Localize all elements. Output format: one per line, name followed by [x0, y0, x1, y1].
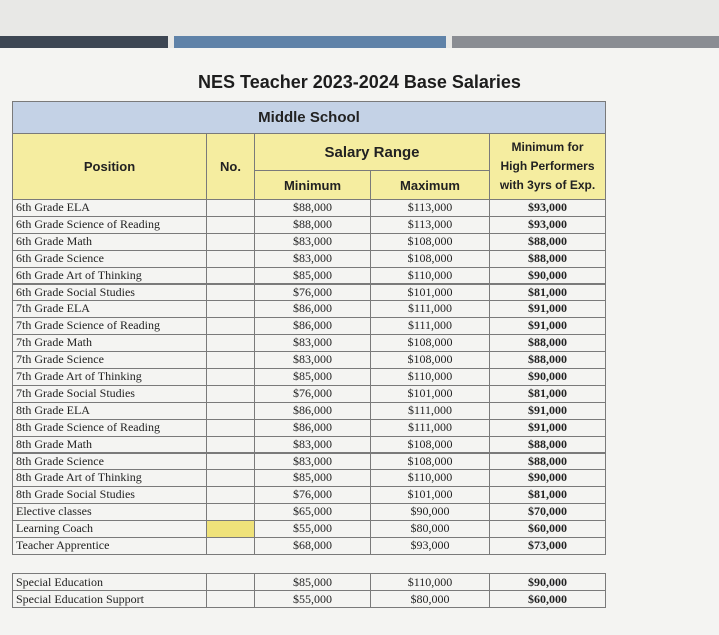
position-cell: 8th Grade Science of Reading [12, 419, 207, 437]
position-header-label: Position [83, 159, 136, 174]
no-cell [206, 317, 255, 335]
minimum-header-label: Minimum [283, 177, 342, 193]
high-performer-cell: $60,000 [489, 590, 606, 608]
maximum-header-label: Maximum [400, 177, 460, 193]
high-performer-cell: $91,000 [489, 300, 606, 318]
top-bar-gray [452, 36, 719, 48]
high-performer-cell: $90,000 [489, 267, 606, 285]
position-cell: 7th Grade Art of Thinking [12, 368, 207, 386]
top-bar-dark [0, 36, 168, 48]
salary-range-header [254, 133, 490, 171]
high-performer-cell: $91,000 [489, 402, 606, 420]
maximum-cell: $111,000 [370, 419, 490, 437]
position-cell: 6th Grade Math [12, 233, 207, 251]
maximum-cell: $101,000 [370, 385, 490, 403]
high-performer-cell: $90,000 [489, 573, 606, 591]
high-performer-cell: $88,000 [489, 436, 606, 454]
no-header [206, 133, 255, 200]
minimum-cell: $86,000 [254, 317, 371, 335]
high-performer-header [489, 133, 606, 200]
high-header-line1: Minimum for [511, 140, 584, 154]
position-cell: Special Education [12, 573, 207, 591]
no-cell [206, 503, 255, 521]
no-cell [206, 453, 255, 471]
no-cell [206, 334, 255, 352]
minimum-cell: $83,000 [254, 436, 371, 454]
no-cell [206, 233, 255, 251]
high-performer-cell: $93,000 [489, 216, 606, 234]
minimum-cell: $85,000 [254, 267, 371, 285]
position-cell: 6th Grade Science of Reading [12, 216, 207, 234]
high-performer-cell: $91,000 [489, 419, 606, 437]
section-title: Middle School [258, 109, 360, 126]
minimum-cell: $76,000 [254, 284, 371, 302]
high-performer-cell: $88,000 [489, 334, 606, 352]
maximum-cell: $101,000 [370, 486, 490, 504]
high-performer-cell: $81,000 [489, 284, 606, 302]
minimum-cell: $85,000 [254, 573, 371, 591]
no-cell [206, 419, 255, 437]
minimum-cell: $83,000 [254, 453, 371, 471]
position-cell: 7th Grade Science of Reading [12, 317, 207, 335]
high-performer-cell: $88,000 [489, 351, 606, 369]
maximum-cell: $110,000 [370, 267, 490, 285]
no-cell [206, 216, 255, 234]
minimum-cell: $85,000 [254, 368, 371, 386]
position-cell: 8th Grade Art of Thinking [12, 469, 207, 487]
maximum-cell: $101,000 [370, 284, 490, 302]
maximum-cell: $108,000 [370, 453, 490, 471]
high-performer-cell: $73,000 [489, 537, 606, 555]
position-cell: Elective classes [12, 503, 207, 521]
salary-range-label: Salary Range [324, 143, 420, 161]
no-cell [206, 486, 255, 504]
position-cell: 8th Grade Social Studies [12, 486, 207, 504]
high-performer-cell: $93,000 [489, 199, 606, 217]
maximum-cell: $113,000 [370, 199, 490, 217]
minimum-cell: $83,000 [254, 233, 371, 251]
high-performer-cell: $90,000 [489, 368, 606, 386]
minimum-cell: $86,000 [254, 419, 371, 437]
high-header-line3: with 3yrs of Exp. [499, 178, 596, 192]
position-cell: 8th Grade Science [12, 453, 207, 471]
minimum-cell: $83,000 [254, 351, 371, 369]
high-performer-cell: $90,000 [489, 469, 606, 487]
high-performer-cell: $70,000 [489, 503, 606, 521]
position-header [12, 133, 207, 200]
minimum-cell: $86,000 [254, 300, 371, 318]
maximum-cell: $108,000 [370, 250, 490, 268]
position-cell: 6th Grade Science [12, 250, 207, 268]
minimum-cell: $76,000 [254, 486, 371, 504]
no-cell [206, 537, 255, 555]
minimum-cell: $88,000 [254, 216, 371, 234]
minimum-cell: $65,000 [254, 503, 371, 521]
no-cell [206, 368, 255, 386]
position-cell: 7th Grade ELA [12, 300, 207, 318]
no-cell [206, 573, 255, 591]
no-cell [206, 385, 255, 403]
maximum-cell: $111,000 [370, 402, 490, 420]
maximum-cell: $108,000 [370, 436, 490, 454]
minimum-cell: $55,000 [254, 590, 371, 608]
minimum-header [254, 170, 371, 200]
position-cell: 6th Grade Social Studies [12, 284, 207, 302]
position-cell: 8th Grade Math [12, 436, 207, 454]
position-cell: 7th Grade Math [12, 334, 207, 352]
maximum-cell: $110,000 [370, 469, 490, 487]
position-cell: 8th Grade ELA [12, 402, 207, 420]
maximum-cell: $80,000 [370, 590, 490, 608]
no-cell [206, 351, 255, 369]
high-performer-cell: $81,000 [489, 385, 606, 403]
maximum-header [370, 170, 490, 200]
no-cell [206, 267, 255, 285]
minimum-cell: $86,000 [254, 402, 371, 420]
maximum-cell: $110,000 [370, 368, 490, 386]
no-cell [206, 250, 255, 268]
maximum-cell: $90,000 [370, 503, 490, 521]
no-header-label: No. [220, 159, 241, 174]
no-cell [206, 199, 255, 217]
position-cell: 6th Grade Art of Thinking [12, 267, 207, 285]
minimum-cell: $83,000 [254, 250, 371, 268]
high-performer-cell: $88,000 [489, 453, 606, 471]
maximum-cell: $110,000 [370, 573, 490, 591]
minimum-cell: $68,000 [254, 537, 371, 555]
high-header-line2: High Performers [500, 159, 595, 173]
no-cell [206, 469, 255, 487]
maximum-cell: $93,000 [370, 537, 490, 555]
high-performer-cell: $88,000 [489, 233, 606, 251]
high-performer-cell: $81,000 [489, 486, 606, 504]
maximum-cell: $111,000 [370, 317, 490, 335]
no-cell [206, 402, 255, 420]
no-cell [206, 284, 255, 302]
position-cell: Special Education Support [12, 590, 207, 608]
top-bar-blue [174, 36, 446, 48]
maximum-cell: $108,000 [370, 233, 490, 251]
maximum-cell: $108,000 [370, 351, 490, 369]
minimum-cell: $88,000 [254, 199, 371, 217]
section-header [12, 101, 606, 134]
page-title: NES Teacher 2023-2024 Base Salaries [198, 72, 521, 92]
position-cell: 7th Grade Science [12, 351, 207, 369]
no-cell [206, 520, 255, 538]
position-cell: 6th Grade ELA [12, 199, 207, 217]
position-cell: 7th Grade Social Studies [12, 385, 207, 403]
minimum-cell: $83,000 [254, 334, 371, 352]
maximum-cell: $113,000 [370, 216, 490, 234]
maximum-cell: $80,000 [370, 520, 490, 538]
minimum-cell: $55,000 [254, 520, 371, 538]
maximum-cell: $111,000 [370, 300, 490, 318]
no-cell [206, 300, 255, 318]
minimum-cell: $85,000 [254, 469, 371, 487]
maximum-cell: $108,000 [370, 334, 490, 352]
high-performer-cell: $91,000 [489, 317, 606, 335]
high-performer-cell: $60,000 [489, 520, 606, 538]
minimum-cell: $76,000 [254, 385, 371, 403]
position-cell: Learning Coach [12, 520, 207, 538]
no-cell [206, 436, 255, 454]
no-cell [206, 590, 255, 608]
position-cell: Teacher Apprentice [12, 537, 207, 555]
high-performer-cell: $88,000 [489, 250, 606, 268]
